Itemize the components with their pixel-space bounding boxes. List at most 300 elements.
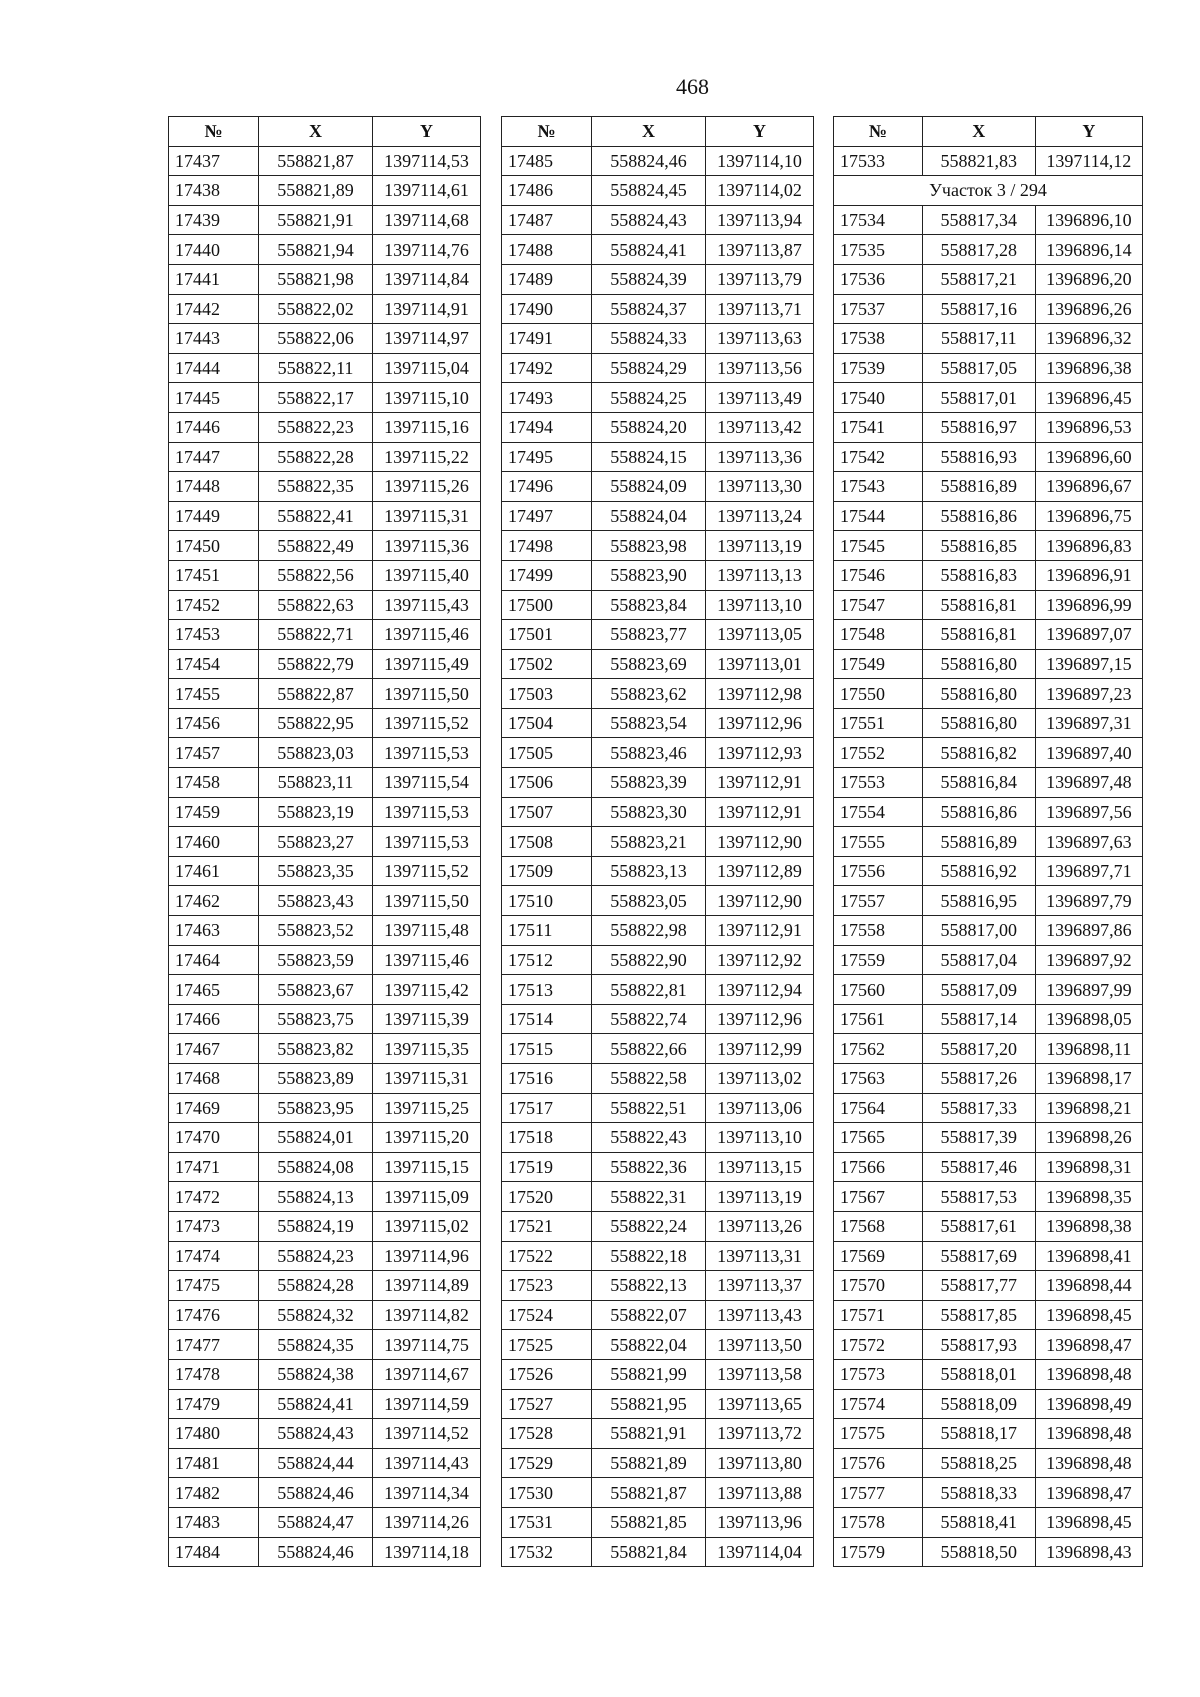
point-number: 17464 (169, 945, 259, 975)
table-row (169, 1389, 481, 1419)
table-row (834, 1448, 1143, 1478)
point-number: 17500 (502, 590, 592, 620)
point-number: 17522 (502, 1241, 592, 1271)
y-coordinate: 1397115,40 (373, 560, 481, 590)
y-coordinate: 1396896,26 (1035, 294, 1142, 324)
point-number: 17510 (502, 886, 592, 916)
x-coordinate: 558818,50 (922, 1537, 1035, 1567)
point-number: 17556 (834, 856, 923, 886)
y-coordinate: 1396897,15 (1035, 649, 1142, 679)
table-row (834, 205, 1143, 235)
table-row (169, 797, 481, 827)
point-number: 17576 (834, 1448, 923, 1478)
table-row (169, 620, 481, 650)
y-coordinate: 1396898,31 (1035, 1152, 1142, 1182)
point-number: 17529 (502, 1448, 592, 1478)
x-coordinate: 558822,79 (259, 649, 373, 679)
table-row (169, 738, 481, 768)
table-row (834, 1300, 1143, 1330)
y-coordinate: 1396898,43 (1035, 1537, 1142, 1567)
table-row (502, 1034, 814, 1064)
x-coordinate: 558816,95 (922, 886, 1035, 916)
x-coordinate: 558816,92 (922, 856, 1035, 886)
y-coordinate: 1396897,23 (1035, 679, 1142, 709)
x-coordinate: 558822,66 (592, 1034, 706, 1064)
point-number: 17466 (169, 1004, 259, 1034)
table-row (834, 1478, 1143, 1508)
y-coordinate: 1397113,88 (706, 1478, 814, 1508)
point-number: 17489 (502, 264, 592, 294)
table-row (834, 442, 1143, 472)
x-coordinate: 558823,19 (259, 797, 373, 827)
x-coordinate: 558818,33 (922, 1478, 1035, 1508)
table-row (502, 264, 814, 294)
point-number: 17454 (169, 649, 259, 679)
header-x: X (259, 117, 373, 147)
header-number: № (169, 117, 259, 147)
x-coordinate: 558822,13 (592, 1271, 706, 1301)
y-coordinate: 1397113,50 (706, 1330, 814, 1360)
y-coordinate: 1396897,71 (1035, 856, 1142, 886)
table-row (834, 886, 1143, 916)
y-coordinate: 1397114,59 (373, 1389, 481, 1419)
y-coordinate: 1397112,96 (706, 1004, 814, 1034)
x-coordinate: 558824,35 (259, 1330, 373, 1360)
x-coordinate: 558816,89 (922, 472, 1035, 502)
y-coordinate: 1397114,89 (373, 1271, 481, 1301)
table-row (834, 560, 1143, 590)
table-row (169, 916, 481, 946)
table-row (834, 1093, 1143, 1123)
x-coordinate: 558817,93 (922, 1330, 1035, 1360)
y-coordinate: 1397114,76 (373, 235, 481, 265)
y-coordinate: 1397113,63 (706, 324, 814, 354)
point-number: 17440 (169, 235, 259, 265)
y-coordinate: 1397113,19 (706, 1182, 814, 1212)
x-coordinate: 558824,33 (592, 324, 706, 354)
y-coordinate: 1397115,31 (373, 501, 481, 531)
table-row (169, 383, 481, 413)
x-coordinate: 558824,45 (592, 176, 706, 206)
table-row (834, 797, 1143, 827)
x-coordinate: 558823,69 (592, 649, 706, 679)
point-number: 17461 (169, 856, 259, 886)
table-row (502, 1093, 814, 1123)
y-coordinate: 1396898,48 (1035, 1419, 1142, 1449)
table-row (834, 146, 1143, 176)
table-row (502, 294, 814, 324)
table-row (502, 1448, 814, 1478)
table-row (502, 472, 814, 502)
header-x: X (592, 117, 706, 147)
x-coordinate: 558822,56 (259, 560, 373, 590)
point-number: 17559 (834, 945, 923, 975)
y-coordinate: 1397115,52 (373, 708, 481, 738)
table-row (502, 560, 814, 590)
x-coordinate: 558822,18 (592, 1241, 706, 1271)
y-coordinate: 1397112,94 (706, 975, 814, 1005)
y-coordinate: 1396898,21 (1035, 1093, 1142, 1123)
y-coordinate: 1397114,84 (373, 264, 481, 294)
point-number: 17536 (834, 264, 923, 294)
point-number: 17470 (169, 1123, 259, 1153)
y-coordinate: 1397115,43 (373, 590, 481, 620)
table-row (834, 353, 1143, 383)
y-coordinate: 1397112,99 (706, 1034, 814, 1064)
y-coordinate: 1397115,53 (373, 827, 481, 857)
table-row (834, 531, 1143, 561)
point-number: 17476 (169, 1300, 259, 1330)
y-coordinate: 1397113,19 (706, 531, 814, 561)
y-coordinate: 1396897,40 (1035, 738, 1142, 768)
x-coordinate: 558821,87 (592, 1478, 706, 1508)
point-number: 17511 (502, 916, 592, 946)
y-coordinate: 1397115,48 (373, 916, 481, 946)
point-number: 17459 (169, 797, 259, 827)
x-coordinate: 558822,35 (259, 472, 373, 502)
point-number: 17483 (169, 1507, 259, 1537)
x-coordinate: 558823,43 (259, 886, 373, 916)
table-row (169, 1359, 481, 1389)
point-number: 17465 (169, 975, 259, 1005)
point-number: 17531 (502, 1507, 592, 1537)
table-row (834, 708, 1143, 738)
y-coordinate: 1396898,41 (1035, 1241, 1142, 1271)
x-coordinate: 558816,97 (922, 412, 1035, 442)
header-y: Y (1035, 117, 1142, 147)
y-coordinate: 1397113,30 (706, 472, 814, 502)
x-coordinate: 558822,02 (259, 294, 373, 324)
point-number: 17463 (169, 916, 259, 946)
x-coordinate: 558816,86 (922, 501, 1035, 531)
point-number: 17452 (169, 590, 259, 620)
y-coordinate: 1397113,94 (706, 205, 814, 235)
point-number: 17467 (169, 1034, 259, 1064)
point-number: 17502 (502, 649, 592, 679)
y-coordinate: 1397113,72 (706, 1419, 814, 1449)
point-number: 17437 (169, 146, 259, 176)
x-coordinate: 558823,75 (259, 1004, 373, 1034)
point-number: 17481 (169, 1448, 259, 1478)
y-coordinate: 1397115,10 (373, 383, 481, 413)
x-coordinate: 558822,06 (259, 324, 373, 354)
x-coordinate: 558817,34 (922, 205, 1035, 235)
table-row (834, 1271, 1143, 1301)
x-coordinate: 558822,58 (592, 1064, 706, 1094)
point-number: 17563 (834, 1064, 923, 1094)
table-row (169, 1448, 481, 1478)
y-coordinate: 1396896,60 (1035, 442, 1142, 472)
x-coordinate: 558822,87 (259, 679, 373, 709)
point-number: 17516 (502, 1064, 592, 1094)
point-number: 17557 (834, 886, 923, 916)
point-number: 17527 (502, 1389, 592, 1419)
y-coordinate: 1397114,82 (373, 1300, 481, 1330)
y-coordinate: 1397115,20 (373, 1123, 481, 1153)
page-number: 468 (676, 74, 709, 99)
point-number: 17439 (169, 205, 259, 235)
table-row (834, 827, 1143, 857)
y-coordinate: 1397113,06 (706, 1093, 814, 1123)
point-number: 17485 (502, 146, 592, 176)
y-coordinate: 1396898,45 (1035, 1507, 1142, 1537)
point-number: 17445 (169, 383, 259, 413)
x-coordinate: 558822,81 (592, 975, 706, 1005)
table-row (834, 1182, 1143, 1212)
point-number: 17560 (834, 975, 923, 1005)
point-number: 17501 (502, 620, 592, 650)
point-number: 17451 (169, 560, 259, 590)
x-coordinate: 558824,46 (259, 1478, 373, 1508)
x-coordinate: 558822,74 (592, 1004, 706, 1034)
coordinate-tables (168, 116, 1143, 1582)
y-coordinate: 1396898,45 (1035, 1300, 1142, 1330)
x-coordinate: 558823,05 (592, 886, 706, 916)
table-row (502, 1211, 814, 1241)
y-coordinate: 1397113,01 (706, 649, 814, 679)
x-coordinate: 558822,23 (259, 412, 373, 442)
x-coordinate: 558823,77 (592, 620, 706, 650)
x-coordinate: 558816,81 (922, 590, 1035, 620)
table-row (502, 708, 814, 738)
point-number: 17509 (502, 856, 592, 886)
y-coordinate: 1397112,90 (706, 827, 814, 857)
point-number: 17567 (834, 1182, 923, 1212)
table-row (834, 945, 1143, 975)
table-row (169, 708, 481, 738)
y-coordinate: 1396896,32 (1035, 324, 1142, 354)
table-row (169, 945, 481, 975)
y-coordinate: 1397113,10 (706, 590, 814, 620)
x-coordinate: 558823,59 (259, 945, 373, 975)
x-coordinate: 558823,52 (259, 916, 373, 946)
x-coordinate: 558822,41 (259, 501, 373, 531)
x-coordinate: 558817,14 (922, 1004, 1035, 1034)
table-row (502, 975, 814, 1005)
y-coordinate: 1397114,67 (373, 1359, 481, 1389)
y-coordinate: 1396898,47 (1035, 1330, 1142, 1360)
table-row (502, 442, 814, 472)
y-coordinate: 1397114,26 (373, 1507, 481, 1537)
x-coordinate: 558824,41 (259, 1389, 373, 1419)
point-number: 17539 (834, 353, 923, 383)
point-number: 17478 (169, 1359, 259, 1389)
x-coordinate: 558823,67 (259, 975, 373, 1005)
table-row (502, 1123, 814, 1153)
point-number: 17575 (834, 1419, 923, 1449)
point-number: 17487 (502, 205, 592, 235)
section-row (834, 176, 1143, 206)
y-coordinate: 1397115,22 (373, 442, 481, 472)
point-number: 17541 (834, 412, 923, 442)
point-number: 17518 (502, 1123, 592, 1153)
y-coordinate: 1397115,54 (373, 768, 481, 798)
x-coordinate: 558822,24 (592, 1211, 706, 1241)
table-row (502, 1478, 814, 1508)
table-row (502, 412, 814, 442)
point-number: 17533 (834, 146, 923, 176)
y-coordinate: 1396897,31 (1035, 708, 1142, 738)
y-coordinate: 1397113,37 (706, 1271, 814, 1301)
point-number: 17572 (834, 1330, 923, 1360)
point-number: 17565 (834, 1123, 923, 1153)
point-number: 17506 (502, 768, 592, 798)
x-coordinate: 558817,04 (922, 945, 1035, 975)
point-number: 17497 (502, 501, 592, 531)
table-row (834, 975, 1143, 1005)
y-coordinate: 1397114,96 (373, 1241, 481, 1271)
table-row (834, 1537, 1143, 1567)
x-coordinate: 558823,21 (592, 827, 706, 857)
table-row (169, 886, 481, 916)
x-coordinate: 558822,63 (259, 590, 373, 620)
table-row (834, 1064, 1143, 1094)
point-number: 17443 (169, 324, 259, 354)
y-coordinate: 1397114,68 (373, 205, 481, 235)
header-row (169, 117, 481, 147)
point-number: 17450 (169, 531, 259, 561)
y-coordinate: 1397114,91 (373, 294, 481, 324)
y-coordinate: 1397115,31 (373, 1064, 481, 1094)
x-coordinate: 558822,71 (259, 620, 373, 650)
point-number: 17453 (169, 620, 259, 650)
table-row (834, 1507, 1143, 1537)
x-coordinate: 558822,43 (592, 1123, 706, 1153)
table-row (834, 1330, 1143, 1360)
table-row (502, 531, 814, 561)
point-number: 17477 (169, 1330, 259, 1360)
y-coordinate: 1397113,10 (706, 1123, 814, 1153)
y-coordinate: 1396896,38 (1035, 353, 1142, 383)
x-coordinate: 558822,95 (259, 708, 373, 738)
x-coordinate: 558824,20 (592, 412, 706, 442)
x-coordinate: 558817,11 (922, 324, 1035, 354)
point-number: 17479 (169, 1389, 259, 1419)
table-row (169, 1123, 481, 1153)
table-row (169, 679, 481, 709)
y-coordinate: 1397112,92 (706, 945, 814, 975)
y-coordinate: 1397112,91 (706, 768, 814, 798)
x-coordinate: 558821,89 (259, 176, 373, 206)
table-row (502, 146, 814, 176)
x-coordinate: 558824,08 (259, 1152, 373, 1182)
table-row (169, 1507, 481, 1537)
header-y: Y (373, 117, 481, 147)
table-row (834, 472, 1143, 502)
header-row (502, 117, 814, 147)
x-coordinate: 558817,33 (922, 1093, 1035, 1123)
table-row (169, 294, 481, 324)
y-coordinate: 1397114,61 (373, 176, 481, 206)
table-row (502, 1152, 814, 1182)
y-coordinate: 1396896,10 (1035, 205, 1142, 235)
point-number: 17504 (502, 708, 592, 738)
y-coordinate: 1397114,97 (373, 324, 481, 354)
header-row (834, 117, 1143, 147)
point-number: 17548 (834, 620, 923, 650)
x-coordinate: 558823,95 (259, 1093, 373, 1123)
x-coordinate: 558817,28 (922, 235, 1035, 265)
point-number: 17538 (834, 324, 923, 354)
x-coordinate: 558817,01 (922, 383, 1035, 413)
x-coordinate: 558824,15 (592, 442, 706, 472)
table-row (502, 679, 814, 709)
y-coordinate: 1397115,16 (373, 412, 481, 442)
point-number: 17551 (834, 708, 923, 738)
point-number: 17555 (834, 827, 923, 857)
table-row (169, 1271, 481, 1301)
table-row (502, 886, 814, 916)
y-coordinate: 1397113,31 (706, 1241, 814, 1271)
table-row (502, 590, 814, 620)
x-coordinate: 558824,29 (592, 353, 706, 383)
y-coordinate: 1396897,92 (1035, 945, 1142, 975)
x-coordinate: 558823,27 (259, 827, 373, 857)
point-number: 17471 (169, 1152, 259, 1182)
x-coordinate: 558816,83 (922, 560, 1035, 590)
x-coordinate: 558823,54 (592, 708, 706, 738)
point-number: 17482 (169, 1478, 259, 1508)
point-number: 17505 (502, 738, 592, 768)
point-number: 17526 (502, 1359, 592, 1389)
table-row (834, 1211, 1143, 1241)
x-coordinate: 558824,44 (259, 1448, 373, 1478)
x-coordinate: 558818,01 (922, 1359, 1035, 1389)
x-coordinate: 558818,09 (922, 1389, 1035, 1419)
y-coordinate: 1396896,91 (1035, 560, 1142, 590)
point-number: 17540 (834, 383, 923, 413)
table-row (502, 945, 814, 975)
y-coordinate: 1397114,10 (706, 146, 814, 176)
header-number: № (834, 117, 923, 147)
table-row (169, 1093, 481, 1123)
y-coordinate: 1397115,50 (373, 886, 481, 916)
table-row (502, 353, 814, 383)
point-number: 17521 (502, 1211, 592, 1241)
point-number: 17449 (169, 501, 259, 531)
y-coordinate: 1396896,45 (1035, 383, 1142, 413)
y-coordinate: 1397115,49 (373, 649, 481, 679)
y-coordinate: 1397114,53 (373, 146, 481, 176)
y-coordinate: 1397112,93 (706, 738, 814, 768)
table-row (169, 1152, 481, 1182)
point-number: 17448 (169, 472, 259, 502)
y-coordinate: 1397113,65 (706, 1389, 814, 1419)
table-row (502, 916, 814, 946)
x-coordinate: 558824,43 (259, 1419, 373, 1449)
x-coordinate: 558816,82 (922, 738, 1035, 768)
point-number: 17517 (502, 1093, 592, 1123)
point-number: 17495 (502, 442, 592, 472)
y-coordinate: 1397114,34 (373, 1478, 481, 1508)
table-row (502, 1330, 814, 1360)
x-coordinate: 558816,80 (922, 679, 1035, 709)
table-row (502, 324, 814, 354)
y-coordinate: 1396898,05 (1035, 1004, 1142, 1034)
x-coordinate: 558824,32 (259, 1300, 373, 1330)
x-coordinate: 558823,30 (592, 797, 706, 827)
table-row (169, 264, 481, 294)
x-coordinate: 558818,17 (922, 1419, 1035, 1449)
point-number: 17442 (169, 294, 259, 324)
y-coordinate: 1396898,17 (1035, 1064, 1142, 1094)
table-row (169, 1478, 481, 1508)
header-number: № (502, 117, 592, 147)
point-number: 17561 (834, 1004, 923, 1034)
table-row (834, 1389, 1143, 1419)
x-coordinate: 558824,19 (259, 1211, 373, 1241)
table-row (502, 620, 814, 650)
